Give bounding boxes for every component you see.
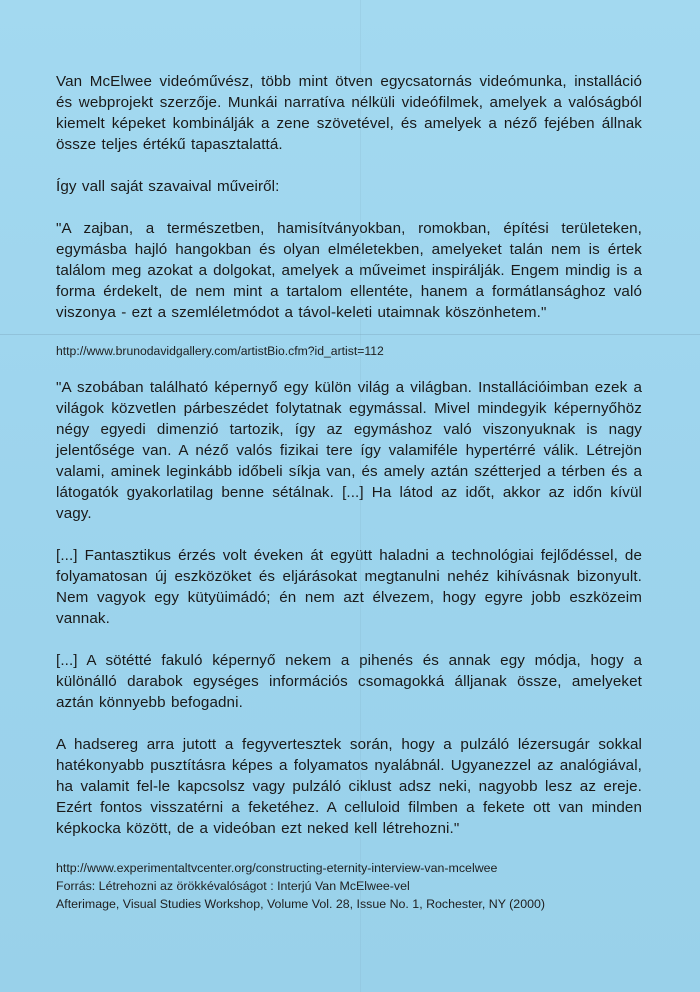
quote-paragraph-4: [...] A sötétté fakuló képernyő nekem a pihenés és annak egy módja, hogy a különálló darabok egységes információs csomagokká álljanak össze, amelyeket aztán könnyebb befogadni. xyxy=(56,651,642,711)
paper-fold-line xyxy=(0,334,700,335)
source-title: Forrás: Létrehozni az örökkévalóságot : Interjú Van McElwee-vel xyxy=(56,878,410,893)
source-url-1: http://www.brunodavidgallery.com/artistBio.cfm?id_artist=112 xyxy=(56,344,384,358)
intro-paragraph: Van McElwee videóművész, több mint ötven egycsatornás videómunka, installáció és webprojekt szerzője. Munkái narratíva nélküli videófilmek, amelyek a valóságból kiemelt képeket kombinálják a zene szövetével, és amelyek a néző fejében állnak össze teljes értékű tapasztalattá. xyxy=(56,73,642,153)
source-citation: Afterimage, Visual Studies Workshop, Volume Vol. 28, Issue No. 1, Rochester, NY (2000) xyxy=(56,896,545,911)
quote-paragraph-1: "A zajban, a természetben, hamisítványokban, romokban, építési területeken, egymásba hajló hangokban és olyan elméletekben, amelyeket talán nem is értek találom meg azokat a dolgokat, amelyek a műveimet inspirálják. Engem mindig is a forma érdekelt, de nem mint a tartalom ellentéte, hanem a formátlansághoz való viszonya - ezt a szemléletmódot a távol-keleti utaimnak köszönhetem." xyxy=(56,220,642,321)
source-url-2: http://www.experimentaltvcenter.org/constructing-eternity-interview-van-mcelwee xyxy=(56,860,498,875)
quote-paragraph-2: "A szobában található képernyő egy külön világ a világban. Installációimban ezek a világok közvetlen párbeszédet folytatnak egymással. Mivel mindegyik képernyőhöz négy egyedi dimenzió tartozik, így az egymáshoz való viszonyuknak is nagy jelentősége van. A néző valós fizikai tere így valamiféle hypertérré válik. Létrejön valami, aminek leginkább időbeli síkja van, és amely aztán szétterjed a térben és a látogatók gyakorlatilag benne sétálnak. [...] Ha látod az időt, akkor az időn kívül vagy. xyxy=(56,378,642,522)
quote-paragraph-5: A hadsereg arra jutott a fegyvertesztek során, hogy a pulzáló lézersugár sokkal hatékonyabb pusztításra képes a folyamatos nyalábnál. Ugyanezzel az analógiával, ha valamit fel-le kapcsolsz vagy pulzáló ciklust adsz neki, nagyobb lesz az ereje. Ezért fontos visszatérni a feketéhez. A celluloid filmben a fekete ott van minden képkocka között, de a videóban ezt neked kell létrehozni." xyxy=(56,735,642,837)
quote-paragraph-3: [...] Fantasztikus érzés volt éveken át együtt haladni a technológiai fejlődéssel, de folyamatosan új eszközöket és eljárásokat megtanulni nehéz kihívásnak bizonyult. Nem vagyok egy kütyüimádó; én nem azt élvezem, hogy egyre jobb eszközeim vannak. xyxy=(56,546,642,627)
lead-in-line: Így vall saját szavaival műveiről: xyxy=(56,178,280,195)
paper-fold-line-vertical xyxy=(360,0,361,992)
